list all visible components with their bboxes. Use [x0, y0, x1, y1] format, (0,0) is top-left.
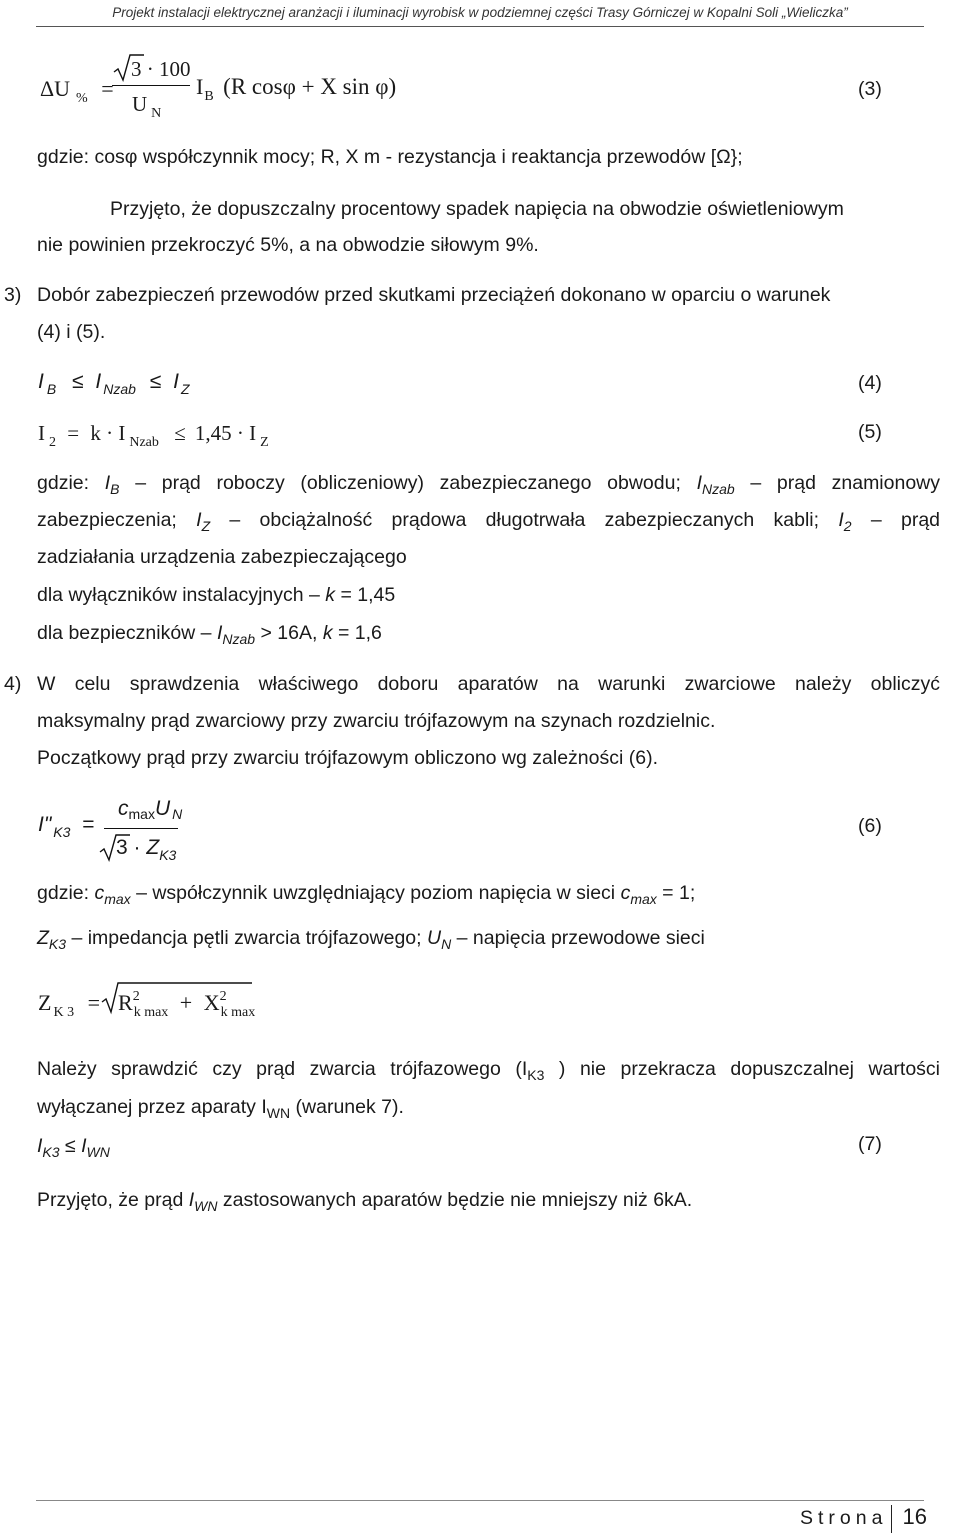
eq5-b: I — [118, 421, 126, 445]
eq3-number: (3) — [858, 78, 882, 100]
eqz-z-sub: K 3 — [53, 1005, 75, 1020]
eq6-equals: = — [82, 813, 95, 836]
item3-line2: (4) i (5). — [37, 321, 106, 343]
footer-separator — [891, 1505, 892, 1533]
eq5-a: I — [38, 421, 45, 445]
eq6-den-root: 3 — [116, 836, 128, 859]
eq7-b-sub: WN — [86, 1143, 110, 1160]
eqz-x-sup: 2 — [219, 989, 227, 1004]
eq5-c: I — [249, 421, 257, 445]
nalezy-line1: Należy sprawdzić czy prąd zwarcia trójfazowego ($I_{K3}$ ) nie przekracza dopuszczalnej wartości — [37, 1058, 940, 1083]
eq3-lhs: ΔU — [40, 76, 71, 101]
eq5-a-sub: 2 — [49, 435, 56, 450]
eq6-den-z-sub: K3 — [159, 847, 177, 863]
eqz-r-sub: k max — [133, 1005, 169, 1020]
paragraph-przyjeto-line1: Przyjęto, że dopuszczalny procentowy spadek napięcia na obwodzie oświetleniowym — [110, 198, 844, 220]
footer-divider — [36, 1500, 924, 1501]
eq3-lhs-sub: % — [76, 91, 88, 106]
eq6-num-c: c — [118, 797, 129, 820]
eq4-b-sub: Nzab — [103, 381, 136, 397]
eq7-le: ≤ — [64, 1135, 76, 1157]
page-header: Projekt instalacji elektrycznej aranżacji i iluminacji wyrobisk w podziemnej części Trasy Górniczej w Kopalni Soli „Wieliczka” — [112, 5, 848, 20]
eq6-den-z: Z — [146, 836, 160, 859]
eq3-equals: = — [101, 76, 114, 101]
paragraph-przyjeto-iwn: Przyjęto, że prąd $I_{WN}$ zastosowanych aparatów będzie nie mniejszy niż 6kA. — [37, 1189, 693, 1214]
eq6-lhs-sub: K3 — [53, 824, 71, 840]
paragraph-przyjeto-line2: nie powinien przekroczyć 5%, a na obwodzie siłowym 9%. — [37, 234, 539, 256]
eq6-num-u-sub: N — [172, 806, 183, 822]
paragraph-gdzie-cosphi: gdzie: cosφ współczynnik mocy; R, X m - rezystancja i reaktancja przewodów [Ω}; — [37, 146, 743, 168]
eq4-number: (4) — [858, 372, 882, 394]
item3-line1: Dobór zabezpieczeń przewodów przed skutkami przeciążeń dokonano w oparciu o warunek — [37, 284, 831, 306]
eqz-r-sup: 2 — [132, 989, 140, 1004]
footer-label: Strona — [800, 1507, 888, 1529]
eqz-z: Z — [38, 990, 52, 1015]
eq5-eq: = — [67, 421, 80, 445]
eq6-den-dot: · — [133, 836, 141, 859]
eq3-ib-sub: B — [204, 89, 214, 104]
eq7-a-sub: K3 — [42, 1143, 60, 1160]
eqz-equals: = — [87, 990, 100, 1015]
definitions-line3: zadziałania urządzenia zabezpieczającego — [37, 546, 407, 568]
eq5-b-sub: Nzab — [129, 435, 159, 450]
definitions-line5: dla bezpieczników – $I_{Nzab} > 16A$, k = 1,6 — [37, 622, 382, 647]
eq3-rhs: (R cosφ + X sin φ) — [223, 74, 397, 99]
eq5-dot: · — [106, 421, 114, 445]
eq3-num-val: 100 — [159, 57, 191, 81]
header-divider — [36, 26, 924, 27]
list-marker-3: 3) — [4, 284, 22, 306]
eq4-a-sub: B — [46, 381, 57, 397]
eq3-fraction-bar — [112, 85, 190, 86]
item4-line3: Początkowy prąd przy zwarciu trójfazowym obliczono wg zależności (6). — [37, 747, 658, 769]
definitions-line2: zabezpieczenia; $I_Z$ – obciążalność prądowa długotrwała zabezpieczanych kabli; $I_2$ – prąd — [37, 509, 941, 534]
page-footer — [800, 1504, 927, 1533]
eq3-den: U — [132, 92, 148, 116]
eq3-ib: I — [196, 74, 204, 99]
eq7-b: I — [81, 1135, 87, 1157]
eq6-fraction-bar — [104, 828, 178, 829]
eq5-k: k — [90, 421, 101, 445]
page-number: 16 — [902, 1504, 927, 1529]
eq5-number: (5) — [858, 421, 882, 443]
eq5-c-sub: Z — [260, 435, 269, 450]
eqz-x-sub: k max — [220, 1005, 256, 1020]
item4-line2: maksymalny prąd zwarciowy przy zwarciu trójfazowym na szynach rozdzielnic. — [37, 710, 716, 732]
eq4-c-sub: Z — [181, 381, 190, 397]
eqz-plus: + — [179, 990, 193, 1015]
eq4-le1: ≤ — [72, 370, 84, 393]
eq4-c: I — [173, 370, 179, 393]
eqz-x: X — [203, 990, 220, 1015]
eq5-dot2: · — [236, 421, 244, 445]
eq4-le2: ≤ — [149, 370, 162, 393]
eq3-den-sub: N — [151, 106, 162, 121]
eq4-a: I — [38, 370, 44, 393]
eq3-num-dot: · — [146, 57, 154, 81]
eq3-num-root: 3 — [131, 57, 142, 81]
eq5-val: 1,45 — [194, 421, 232, 445]
list-marker-4: 4) — [4, 673, 22, 695]
eq6-number: (6) — [858, 815, 882, 837]
nalezy-line2: wyłączanej przez aparaty $I_{WN}$ (warunek 7). — [37, 1096, 404, 1121]
eq7-a: I — [37, 1135, 43, 1157]
eq4-b: I — [95, 370, 102, 393]
eq6-num-u: U — [154, 797, 171, 820]
paragraph-zk3-definition: $Z_{K3}$ – impedancja pętli zwarcia trójfazowego; $U_N$ – napięcia przewodowe sieci — [37, 927, 705, 952]
eq7-number: (7) — [858, 1133, 882, 1155]
eq6-num-c-sub: max — [128, 806, 155, 822]
definitions-line4: dla wyłączników instalacyjnych – k = 1,45 — [37, 584, 396, 606]
paragraph-gdzie-cmax: gdzie: $c_{max}$ – współczynnik uwzględniający poziom napięcia w sieci $c_{max} = 1$; — [37, 882, 696, 907]
eqz-r: R — [118, 990, 133, 1015]
item4-line1: W celu sprawdzenia właściwego doboru aparatów na warunki zwarciowe należy obliczyć — [37, 673, 940, 695]
eq5-le: ≤ — [174, 421, 186, 445]
definitions-line1: gdzie: $I_B$ – prąd roboczy (obliczeniowy) zabezpieczanego obwodu; $I_{Nzab}$ – prąd znamionowy — [37, 472, 941, 497]
eq6-lhs: I" — [38, 813, 52, 836]
